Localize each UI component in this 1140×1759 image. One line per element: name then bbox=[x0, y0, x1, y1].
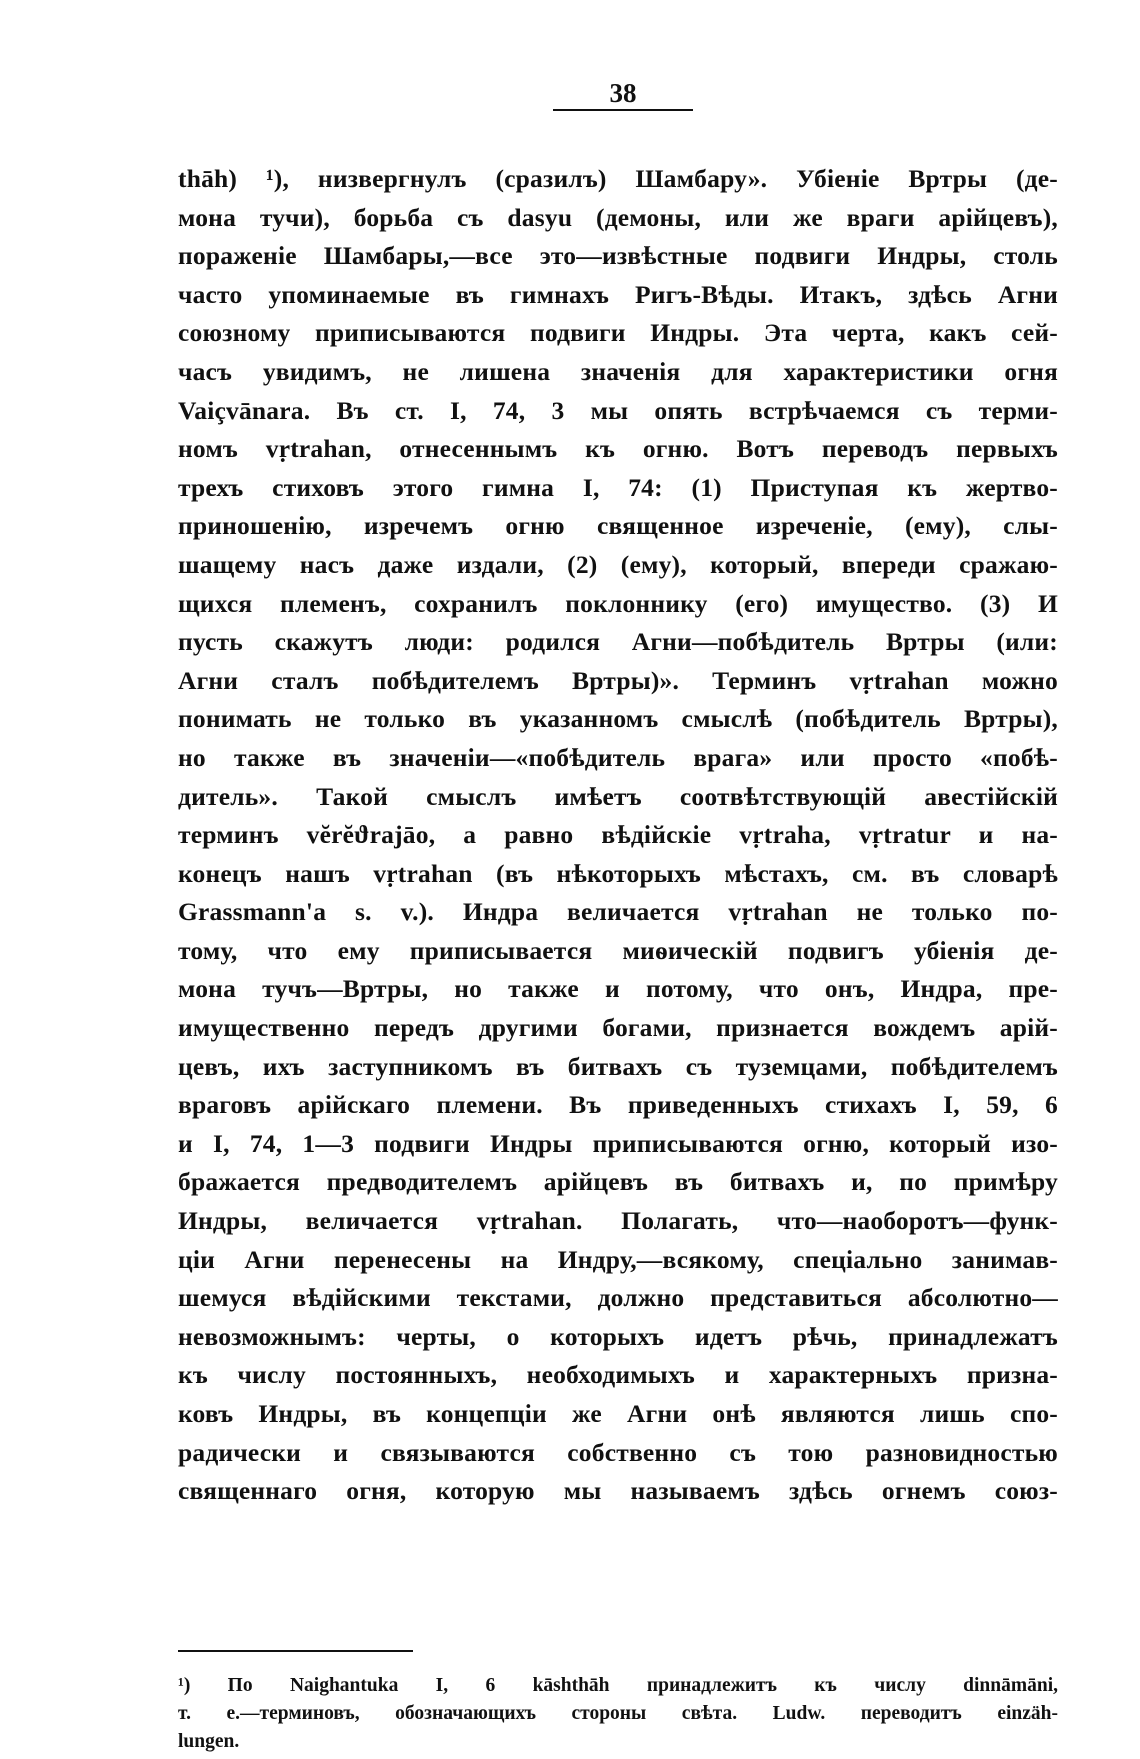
text-line: Grassmann'a s. v.). Индра величается vṛtrahan не только по- bbox=[178, 897, 1058, 927]
footnote-line: lungen. bbox=[178, 1731, 240, 1752]
text-line: священнаго огня, которую мы называемъ здѣсь огнемъ союз- bbox=[178, 1476, 1058, 1506]
text-line: ціи Агни перенесены на Индру,—всякому, спеціально занимав- bbox=[178, 1244, 1058, 1274]
text-line: цевъ, ихъ заступникомъ въ битвахъ съ туземцами, побѣдителемъ bbox=[178, 1051, 1058, 1081]
text-line: конецъ нашъ vṛtrahan (въ нѣкоторыхъ мѣстахъ, см. въ словарѣ bbox=[178, 858, 1058, 888]
text-line: часто упоминаемые въ гимнахъ Ригъ-Вѣды. Итакъ, здѣсь Агни bbox=[178, 279, 1058, 309]
text-line: трехъ стиховъ этого гимна I, 74: (1) Приступая къ жертво- bbox=[178, 472, 1058, 502]
text-line: thāh) ¹), низвергнулъ (сразилъ) Шамбару». Убіеніе Вртры (де- bbox=[178, 164, 1058, 193]
text-line: тому, что ему приписывается миѳическій подвигъ убіенія де- bbox=[178, 935, 1058, 965]
text-line: къ числу постоянныхъ, необходимыхъ и характерныхъ призна- bbox=[178, 1360, 1058, 1390]
text-line: враговъ арійскаго племени. Въ приведенныхъ стихахъ I, 59, 6 bbox=[178, 1090, 1058, 1120]
text-line: приношенію, изречемъ огню священное изреченіе, (ему), слы- bbox=[178, 511, 1058, 541]
page-number-rule bbox=[553, 109, 693, 111]
text-line: шащему насъ даже издали, (2) (ему), который, впереди сражаю- bbox=[178, 549, 1058, 579]
text-line: дитель». Такой смыслъ имѣетъ соотвѣтствующій авестійскій bbox=[178, 781, 1058, 811]
text-line: мона тучъ—Вртры, но также и потому, что онъ, Индра, пре- bbox=[178, 974, 1058, 1004]
text-line: Индры, величается vṛtrahan. Полагать, что—наоборотъ—функ- bbox=[178, 1206, 1058, 1236]
text-line: Vaiçvānara. Въ ст. I, 74, 3 мы опять встрѣчаемся съ терми- bbox=[178, 395, 1058, 425]
text-line: номъ vṛtrahan, отнесеннымъ къ огню. Вотъ переводъ первыхъ bbox=[178, 434, 1058, 464]
text-line: имущественно передъ другими богами, признается вождемъ арій- bbox=[178, 1013, 1058, 1043]
text-line: шемуся вѣдійскими текстами, должно представиться абсолютно— bbox=[178, 1283, 1058, 1313]
text-line: часъ увидимъ, не лишена значенія для характеристики огня bbox=[178, 356, 1058, 386]
text-line: терминъ vĕrĕϑrajāo, а равно вѣдійскіе vṛtraha, vṛtratur и на- bbox=[178, 820, 1058, 850]
text-line: Агни сталъ побѣдителемъ Вртры)». Терминъ vṛtrahan можно bbox=[178, 665, 1058, 695]
text-line: союзному приписываются подвиги Индры. Эта черта, какъ сей- bbox=[178, 318, 1058, 348]
body-text bbox=[178, 160, 1058, 1511]
text-line: но также въ значеніи—«побѣдитель врага» или просто «побѣ- bbox=[178, 742, 1058, 772]
page-number: 38 bbox=[609, 78, 637, 108]
text-line: пораженіе Шамбары,—все это—извѣстные подвиги Индры, столь bbox=[178, 241, 1058, 271]
footnote-line: т. е.—терминовъ, обозначающихъ стороны свѣта. Ludw. переводитъ einzäh- bbox=[178, 1703, 1058, 1724]
footnote-rule bbox=[178, 1650, 413, 1652]
footnote-line: ¹) По Naighantuka I, 6 kāshthāh принадлежитъ къ числу dinnāmāni, bbox=[178, 1675, 1058, 1696]
text-line: понимать не только въ указанномъ смыслѣ (побѣдитель Вртры), bbox=[178, 704, 1058, 734]
text-line: бражается предводителемъ арійцевъ въ битвахъ и, по примѣру bbox=[178, 1167, 1058, 1197]
text-line: и I, 74, 1—3 подвиги Индры приписываются огню, который изо- bbox=[178, 1128, 1058, 1158]
text-line: невозможнымъ: черты, о которыхъ идетъ рѣчь, принадлежатъ bbox=[178, 1321, 1058, 1351]
text-line: ковъ Индры, въ концепціи же Агни онѣ являются лишь спо- bbox=[178, 1399, 1058, 1428]
footnote bbox=[178, 1672, 1058, 1756]
text-line: щихся племенъ, сохранилъ поклоннику (его) имущество. (3) И bbox=[178, 588, 1058, 618]
text-line: мона тучи), борьба съ dasyu (демоны, или же враги арійцевъ), bbox=[178, 202, 1058, 232]
text-line: пусть скажутъ люди: родился Агни—побѣдитель Вртры (или: bbox=[178, 627, 1058, 657]
text-line: радически и связываются собственно съ тою разновидностью bbox=[178, 1437, 1058, 1467]
